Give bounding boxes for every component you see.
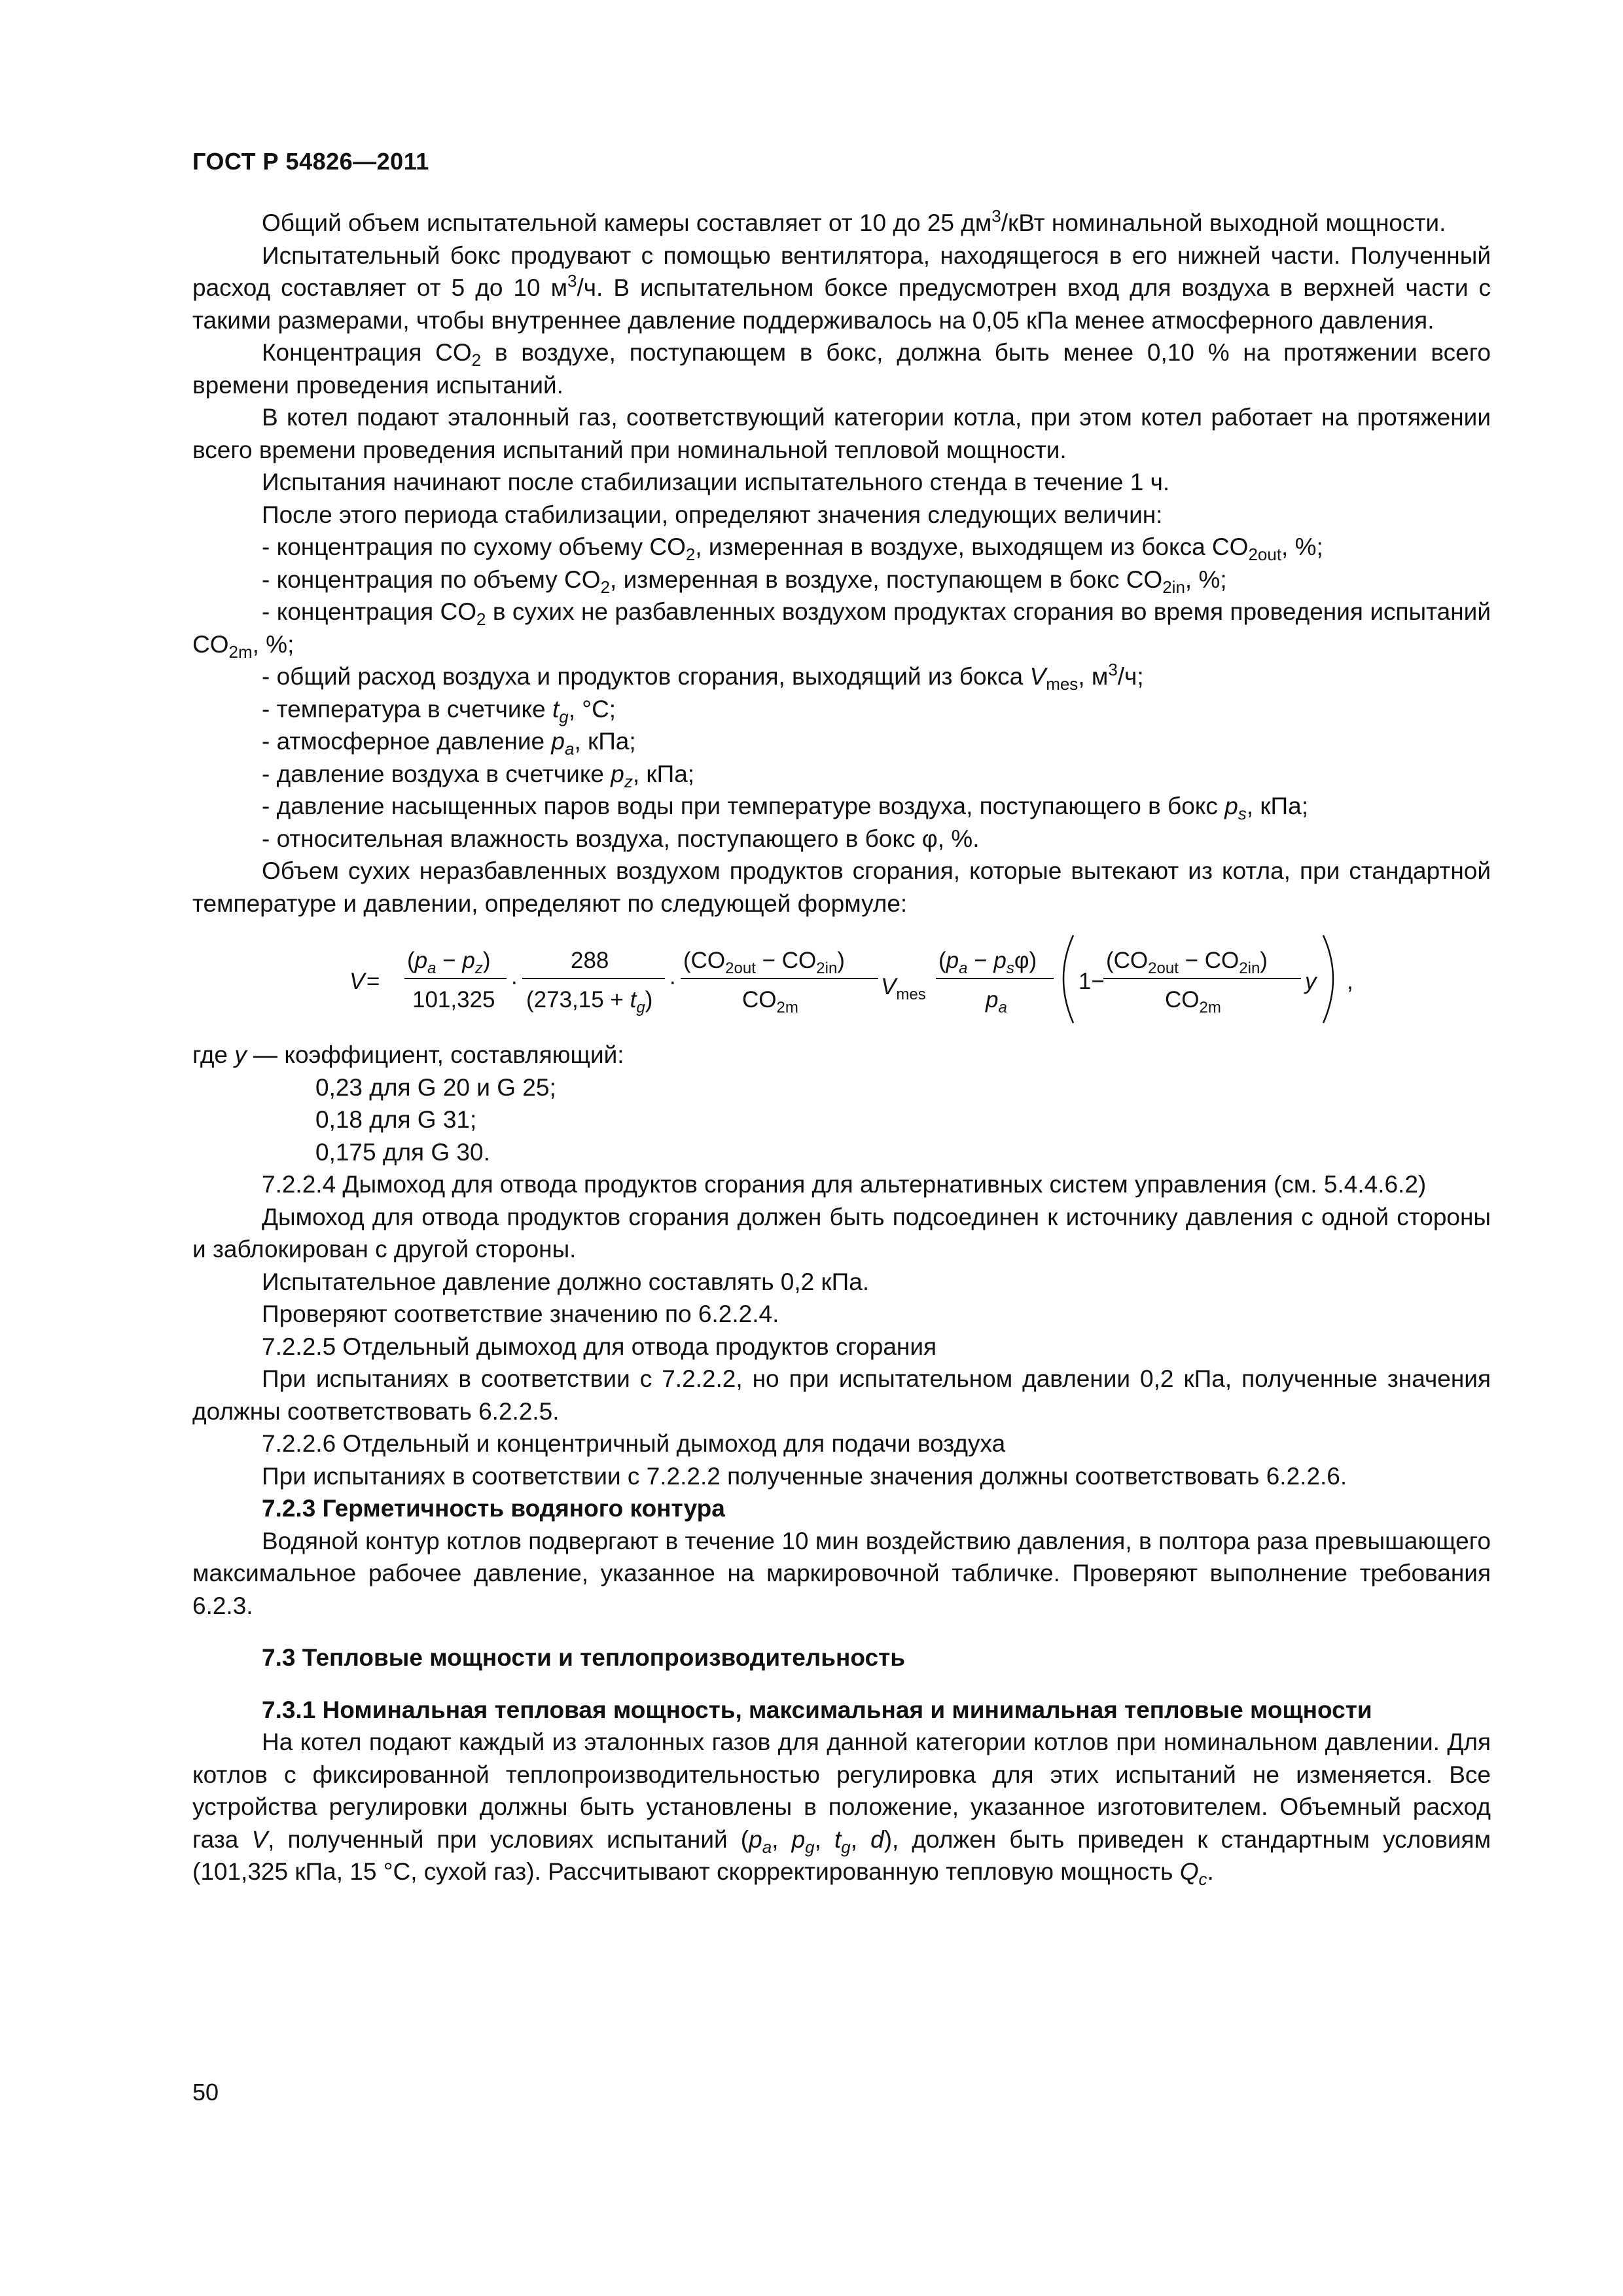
svg-text:,: , (1347, 969, 1353, 994)
paragraph: Испытательный бокс продувают с помощью вентилятора, находящегося в его нижней части. Полученный расход составляет от 5 до 10 $м^3/ч$. В испытательном боксе предусмотрен вход для воздуха в верхней части с такими размерами, чтобы внутреннее давление поддерживалось на 0,05 кПа менее атмосферного давления. (192, 242, 1491, 334)
paragraph: Дымоход для отвода продуктов сгорания должен быть подсоединен к источнику давления с одной стороны и заблокирован с другой стороны. (192, 1203, 1491, 1263)
page-number: 50 (192, 2079, 219, 2106)
list-item: - общий расход воздуха и продуктов сгорания, выходящий из бокса $V_{mes}$, $м^3/ч$; (262, 660, 1144, 694)
paragraph: Объем сухих неразбавленных воздухом продуктов сгорания, которые вытекают из котла, при стандартной температуре и давлении, определяют по следующей формуле: (192, 857, 1491, 917)
list-item: - давление воздуха в счетчике $p_z$, кПа; (262, 760, 695, 791)
list-item: - давление насыщенных паров воды при температуре воздуха, поступающего в бокс $p_s$, кПа; (262, 793, 1308, 823)
paragraph: При испытаниях в соответствии с 7.2.2.2, но при испытательном давлении 0,2 кПа, полученные значения должны соответствовать 6.2.2.5. (192, 1365, 1491, 1425)
list-item: - концентрация по объему $CO_2$, измеренная в воздухе, поступающем в бокс $CO_{2in}$, %; (262, 565, 1227, 597)
coefficient-item: 0,175 для G 30. (315, 1138, 490, 1166)
svg-text:Vmes: $V_{mes}$ (881, 974, 926, 1003)
heading-7-3-1: 7.3.1 Номинальная тепловая мощность, максимальная и минимальная тепловые мощности (262, 1696, 1372, 1723)
svg-text:pa: $p_a$ (986, 987, 1007, 1016)
svg-text:1−: 1− (1079, 969, 1105, 994)
svg-text:·: · (510, 969, 518, 994)
paragraph: Испытательное давление должно составлять 0,2 кПа. (262, 1268, 870, 1295)
formula-volume (192, 926, 1491, 1033)
heading-7-3: 7.3 Тепловые мощности и теплопроизводительность (262, 1644, 905, 1671)
heading-7-2-3: 7.2.3 Герметичность водяного контура (262, 1495, 725, 1522)
paragraph: Общий объем испытательной камеры составляет от 10 до 25 $дм^3$/кВт номинальной выходной мощности. (262, 206, 1446, 236)
paragraph: Концентрация $CO_2$ в воздухе, поступающем в бокс, должна быть менее 0,10 % на протяжении всего времени проведения испытаний. (192, 339, 1491, 399)
list-item: - концентрация по сухому объему $CO_2$, измеренная в воздухе, выходящем из бокса $CO_{2out}$, %; (262, 533, 1323, 564)
list-item: - температура в счетчике $t_g$, °С; (262, 695, 616, 726)
paragraph: На котел подают каждый из эталонных газов для данной категории котлов при номинальном давлении. Для котлов с фиксированной теплопроизводительностью регулировка для этих испытаний не изменяется. Все устройства регулировки должны быть установлены в положение, указанное изготовителем. Объемный расход газа V, полученный при условиях испытаний ($p_a$, $p_g$, $t_g$, d), должен быть приведен к стандартным условиям (101,325 кПа, 15 °С, сухой газ). Рассчитывают скорректированную тепловую мощность $Q_c$. (192, 1729, 1491, 1889)
svg-text:CO2m: $CO_{2m}$ (742, 987, 798, 1016)
section-7-2-2-4: 7.2.2.4 Дымоход для отвода продуктов сгорания для альтернативных систем управления (см. 5.4.4.6.2) (262, 1171, 1427, 1198)
svg-text:(CO2out − CO2in): $(CO_{2out} - CO_{2in})$ (683, 948, 845, 977)
svg-text:(pa − pz): $(p_a - p_z)$ (407, 948, 491, 977)
svg-text:=: = (366, 969, 380, 994)
svg-text:CO2m: $CO_{2m}$ (1165, 987, 1221, 1016)
list-item: - атмосферное давление $p_a$, кПа; (262, 728, 636, 759)
svg-text:V: V (349, 969, 365, 994)
document-body (192, 207, 1491, 1888)
section-7-2-2-5: 7.2.2.5 Отдельный дымоход для отвода продуктов сгорания (262, 1333, 937, 1360)
list-item: - относительная влажность воздуха, поступающего в бокс φ, %. (262, 825, 980, 852)
paragraph: Водяной контур котлов подвергают в течение 10 мин воздействию давления, в полтора раза превышающего максимальное рабочее давление, указанное на маркировочной табличке. Проверяют выполнение требования 6.2.3. (192, 1527, 1491, 1619)
svg-text:(CO2out − CO2in): $(CO_{2out} - CO_{2in})$ (1106, 948, 1268, 977)
svg-text:288: 288 (571, 948, 609, 973)
section-7-2-2-6: 7.2.2.6 Отдельный и концентричный дымоход для подачи воздуха (262, 1430, 1006, 1457)
paragraph-where: где у — коэффициент, составляющий: (192, 1041, 624, 1068)
paragraph: Испытания начинают после стабилизации испытательного стенда в течение 1 ч. (262, 469, 1170, 495)
svg-text:y: y (1305, 969, 1317, 994)
svg-text:(273,15 + tg): $(273,15 + t_g)$ (526, 987, 653, 1016)
svg-text:(pa − psφ): $(p_a - p_s\varphi)$ (938, 948, 1037, 977)
coefficient-item: 0,23 для G 20 и G 25; (315, 1073, 556, 1101)
paragraph: Проверяют соответствие значению по 6.2.2.4. (262, 1300, 779, 1327)
coefficient-item: 0,18 для G 31; (315, 1106, 477, 1133)
svg-text:·: · (669, 969, 677, 994)
list-item: - концентрация $CO_2$ в сухих не разбавленных воздухом продуктах сгорания во время проведения испытаний $CO_{2m}$, %; (192, 598, 1491, 662)
svg-text:101,325: 101,325 (412, 987, 495, 1013)
paragraph: В котел подают эталонный газ, соответствующий категории котла, при этом котел работает на протяжении всего времени проведения испытаний при номинальной тепловой мощности. (192, 404, 1491, 463)
paragraph: При испытаниях в соответствии с 7.2.2.2 полученные значения должны соответствовать 6.2.2.6. (262, 1462, 1347, 1490)
document-header: ГОСТ Р 54826—2011 (192, 148, 429, 175)
paragraph: После этого периода стабилизации, определяют значения следующих величин: (262, 501, 1163, 528)
